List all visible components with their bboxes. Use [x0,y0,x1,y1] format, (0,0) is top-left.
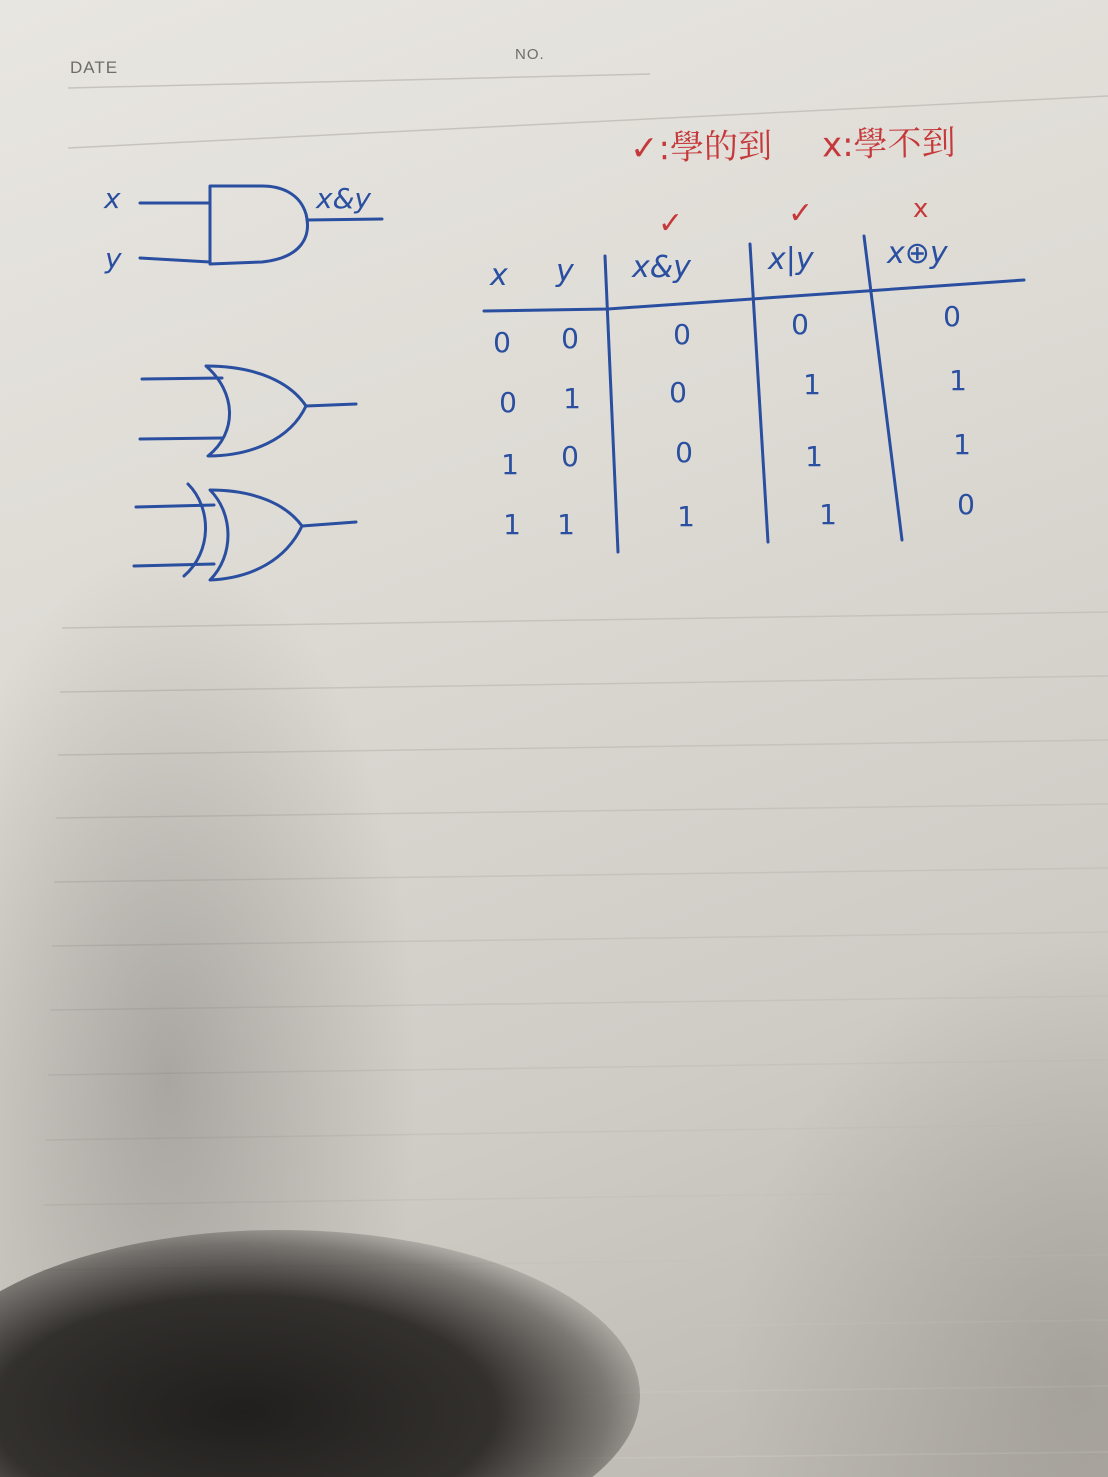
ruled-line [44,1190,1108,1205]
top-border-line [68,74,650,88]
table-cell: 1 [563,382,581,415]
and-gate-input-x: x [104,182,121,215]
table-cell: 1 [557,508,575,541]
ruled-line [56,804,1108,818]
ruled-line [42,1255,1108,1270]
table-cell: 0 [669,376,687,409]
table-cell: 0 [943,300,961,333]
ruled-line [46,1124,1108,1140]
and-gate-input-y: y [105,242,122,275]
mark-and-learned: ✓ [658,206,684,241]
ruled-line [54,868,1108,882]
legend-not-learned: x:學不到 [821,123,956,166]
ruled-line [38,1386,1108,1400]
table-header-or: x|y [768,242,814,277]
or-gate-symbol [140,366,356,456]
table-cell: 1 [805,440,823,473]
ruled-line [62,612,1108,628]
mark-or-learned: ✓ [788,196,814,231]
table-cell: 0 [791,308,809,341]
table-cell: 1 [503,508,521,541]
table-cell: 1 [677,500,695,533]
ruled-line [58,740,1108,755]
table-cell: 1 [501,448,519,481]
date-label: DATE [70,58,119,77]
table-cell: 0 [561,440,579,473]
xor-gate-symbol [134,484,356,580]
ruled-line [40,1320,1108,1335]
table-cell: 1 [819,498,837,531]
table-header-xor: x⊕y [887,236,948,271]
ruled-line [52,932,1108,946]
table-cell: 1 [953,428,971,461]
ruled-line [36,1452,1108,1465]
table-cell: 1 [949,364,967,397]
legend-learned: ✓:學的到 [629,126,773,169]
and-gate-output: x&y [316,182,371,215]
table-header-x: x [490,258,508,293]
table-cell: 0 [957,488,975,521]
no-label: NO. [515,46,545,63]
table-cell: 1 [803,368,821,401]
ruled-line [48,1060,1108,1075]
ruled-line [60,676,1108,692]
ruled-line [50,996,1108,1010]
mark-xor-not-learned: x [913,194,929,224]
table-cell: 0 [499,386,517,419]
table-cell: 0 [673,318,691,351]
table-cell: 0 [675,436,693,469]
table-cell: 0 [493,326,511,359]
table-cell: 0 [561,322,579,355]
table-header-y: y [556,254,574,289]
table-header-and: x&y [632,250,691,285]
legend [630,115,956,170]
